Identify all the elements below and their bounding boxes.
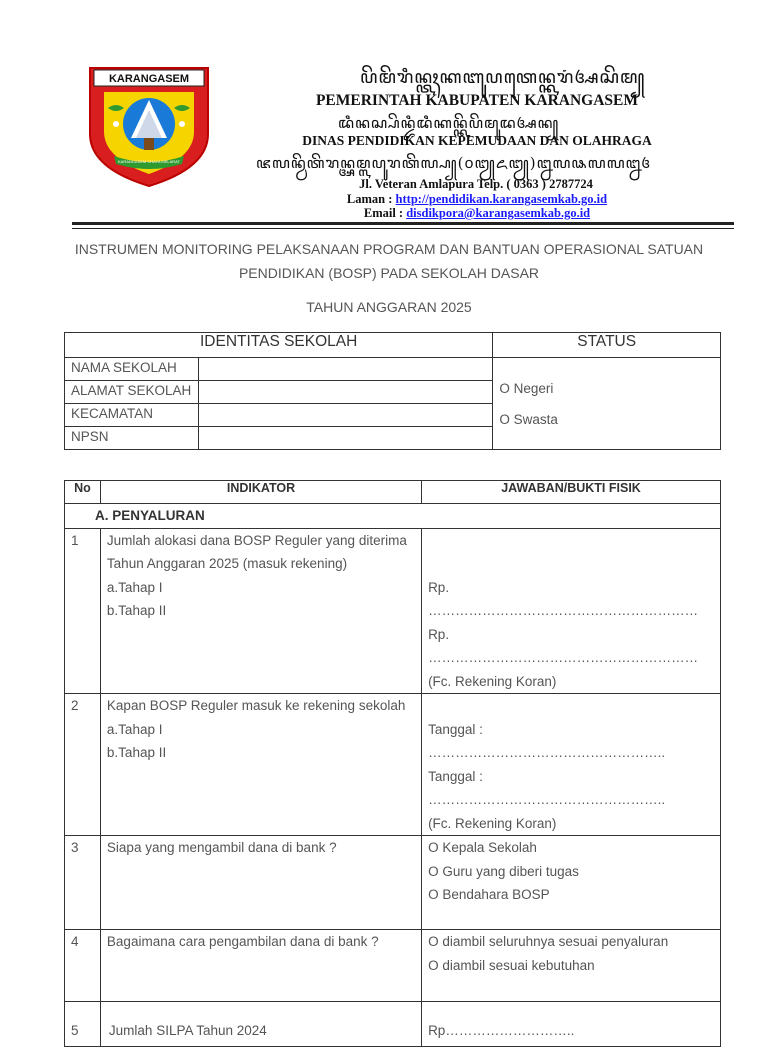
column-header-answer: JAWABAN/BUKTI FISIK (422, 481, 721, 504)
indicator-line: Jumlah alokasi dana BOSP Reguler yang diterima (106, 532, 407, 548)
district-field[interactable] (198, 404, 492, 427)
karangasem-coat-of-arms-logo (86, 64, 212, 188)
document-title-line-2: PENDIDIKAN (BOSP) PADA SEKOLAH DASAR (238, 265, 540, 281)
balinese-script-line-2: ꦢꦶꦤꦱ꧀ꦥꦼꦤ꧀ꦢꦶꦢꦶꦏꦤ꧀ꦏꦼꦥꦼꦩꦸꦢꦄꦤ꧀ (338, 114, 560, 132)
website-label: Laman : (346, 192, 396, 206)
district-label: KECAMATAN (65, 404, 199, 427)
answer-cell[interactable] (422, 1002, 721, 1047)
indicator-cell (100, 694, 421, 836)
status-option-negeri[interactable]: O Negeri (499, 380, 554, 396)
answer-option[interactable]: O Kepala Sekolah (428, 840, 537, 855)
row-number: 1 (65, 528, 101, 694)
answer-line[interactable]: Tanggal : …………………………………………….. (428, 768, 666, 807)
table-row (65, 930, 721, 1002)
answer-cell[interactable] (422, 694, 721, 836)
letterhead-divider-thin (72, 228, 734, 229)
row-number: 5 (65, 1002, 101, 1047)
answer-option[interactable]: O Guru yang diberi tugas (428, 863, 579, 879)
indicator-line: Kapan BOSP Reguler masuk ke rekening sekolah (106, 698, 406, 713)
indicator-cell (100, 836, 421, 930)
answer-line[interactable]: Rp. …………………………………………………… (428, 626, 699, 665)
website-link[interactable]: http://pendidikan.karangasemkab.go.id (395, 192, 608, 206)
answer-line: (Fc. Rekening Koran) (428, 673, 557, 689)
indicator-line: Bagaimana cara pengambilan dana di bank ? (106, 934, 379, 949)
column-header-no: No (65, 481, 101, 504)
indicator-table (64, 480, 721, 1047)
indicator-line: Siapa yang mengambil dana di bank ? (106, 840, 337, 855)
logo-ribbon-text: KARANGASEM CHAYA MELARAT (117, 159, 181, 164)
department-name: DINAS PENDIDIKAN KEPEMUDAAN DAN OLAHRAGA (302, 133, 652, 148)
row-number: 2 (65, 694, 101, 836)
table-row (65, 694, 721, 836)
answer-cell (422, 836, 721, 930)
answer-line: (Fc. Rekening Koran) (428, 815, 557, 831)
indicator-line: a.Tahap I (106, 721, 163, 737)
school-address-field[interactable] (198, 381, 492, 404)
balinese-script-line-1: ꦥꦼꦩꦼꦫꦶꦤ꧀ꦠꦃꦏꦧꦸꦥꦠꦺꦤ꧀ꦏꦫꦁꦄꦱꦼꦩ꧀ (360, 67, 646, 88)
answer-cell (422, 930, 721, 1002)
logo-text: KARANGASEM (108, 73, 190, 85)
row-number: 4 (65, 930, 101, 1002)
section-a-heading: A. PENYALURAN (65, 504, 721, 529)
table-row (65, 1002, 721, 1047)
answer-option[interactable]: O diambil seluruhnya sesuai penyaluran (428, 934, 669, 949)
answer-option[interactable]: O diambil sesuai kebutuhan (428, 957, 595, 973)
indicator-line: Jumlah SILPA Tahun 2024 (108, 1022, 267, 1038)
school-name-field[interactable] (198, 358, 492, 381)
email-line (318, 206, 636, 221)
answer-option[interactable]: O Bendahara BOSP (428, 887, 550, 902)
website-line (300, 192, 654, 207)
status-header: STATUS (493, 333, 721, 358)
email-label: Email : (363, 206, 407, 220)
indicator-line: a.Tahap I (106, 579, 163, 595)
document-title-line-1: INSTRUMEN MONITORING PELAKSANAAN PROGRAM DAN BANTUAN OPERASIONAL SATUAN (74, 241, 704, 257)
answer-cell[interactable] (422, 528, 721, 694)
office-address: Jl. Veteran Amlapura Telp. ( 0363 ) 2787724 (359, 177, 593, 191)
letterhead-divider-thick (72, 222, 734, 225)
indicator-line: b.Tahap II (106, 745, 167, 760)
answer-line[interactable]: Rp……………………….. (428, 1022, 575, 1038)
column-header-indicator: INDIKATOR (100, 481, 421, 504)
school-identity-table (64, 332, 721, 450)
indicator-line: Tahun Anggaran 2025 (masuk rekening) (106, 556, 348, 571)
indicator-line: b.Tahap II (106, 603, 167, 618)
status-options (493, 358, 721, 450)
row-number: 3 (65, 836, 101, 930)
identity-header: IDENTITAS SEKOLAH (65, 333, 493, 358)
school-name-label: NAMA SEKOLAH (65, 358, 199, 381)
budget-year-title: TAHUN ANGGARAN 2025 (306, 299, 472, 315)
indicator-cell (100, 528, 421, 694)
indicator-cell (100, 1002, 421, 1047)
answer-line[interactable]: Rp. …………………………………………………… (428, 579, 699, 618)
answer-line[interactable]: Tanggal : …………………………………………….. (428, 721, 666, 760)
balinese-script-line-3: ꦗꦭꦤ꧀ꦮꦼꦠꦼꦫꦤ꧀ꦄꦩ꧀ꦭꦥꦸꦫꦠꦼꦭ꧀ꦥ꧀(꧐꧓꧖꧓)꧒꧗꧘꧗꧗꧒꧔ (256, 154, 652, 172)
npsn-field[interactable] (198, 427, 492, 450)
school-address-label: ALAMAT SEKOLAH (65, 381, 199, 404)
indicator-cell (100, 930, 421, 1002)
government-name: PEMERINTAH KABUPATEN KARANGASEM (315, 92, 639, 109)
email-link[interactable]: disdikpora@karangasemkab.go.id (406, 206, 591, 220)
status-option-swasta[interactable]: O Swasta (499, 411, 558, 427)
table-row (65, 836, 721, 930)
npsn-label: NPSN (65, 427, 199, 450)
table-row (65, 528, 721, 694)
